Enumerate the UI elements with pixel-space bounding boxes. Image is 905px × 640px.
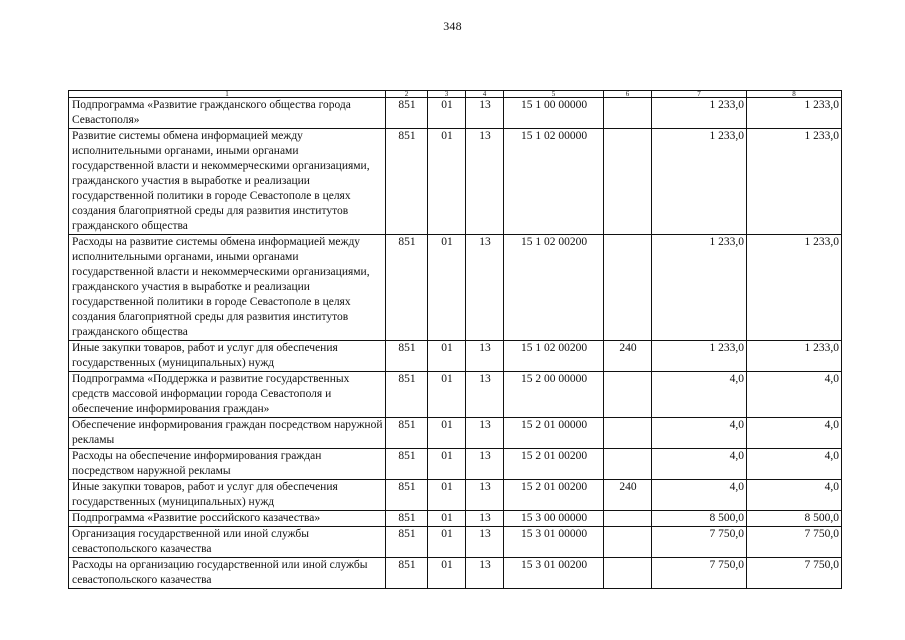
amount-year1-cell: 8 500,0 — [652, 511, 747, 527]
section-code-cell: 01 — [428, 418, 466, 449]
ministry-code-cell: 851 — [386, 449, 428, 480]
target-article-cell: 15 2 01 00000 — [504, 418, 604, 449]
expense-type-cell — [604, 527, 652, 558]
section-code-cell: 01 — [428, 98, 466, 129]
column-number: 2 — [386, 91, 428, 98]
section-code-cell: 01 — [428, 558, 466, 589]
expense-type-cell — [604, 418, 652, 449]
table-row — [69, 235, 842, 341]
target-article-cell: 15 3 00 00000 — [504, 511, 604, 527]
section-code-cell: 01 — [428, 372, 466, 418]
subsection-code-cell: 13 — [466, 235, 504, 341]
target-article-cell: 15 2 01 00200 — [504, 480, 604, 511]
ministry-code-cell: 851 — [386, 527, 428, 558]
amount-year1-cell: 1 233,0 — [652, 98, 747, 129]
table-row — [69, 418, 842, 449]
table-row — [69, 372, 842, 418]
amount-year1-cell: 1 233,0 — [652, 129, 747, 235]
section-code-cell: 01 — [428, 527, 466, 558]
expense-name-cell: Подпрограмма «Развитие гражданского общества города Севастополя» — [69, 98, 386, 129]
expense-type-cell — [604, 98, 652, 129]
table-row — [69, 511, 842, 527]
ministry-code-cell: 851 — [386, 372, 428, 418]
column-number: 5 — [504, 91, 604, 98]
amount-year1-cell: 7 750,0 — [652, 558, 747, 589]
page-number: 348 — [443, 19, 462, 33]
amount-year1-cell: 1 233,0 — [652, 341, 747, 372]
ministry-code-cell: 851 — [386, 558, 428, 589]
table-row — [69, 98, 842, 129]
column-number: 8 — [747, 91, 842, 98]
expense-name-cell: Расходы на обеспечение информирования граждан посредством наружной рекламы — [69, 449, 386, 480]
target-article-cell: 15 1 02 00000 — [504, 129, 604, 235]
expense-name-cell: Иные закупки товаров, работ и услуг для обеспечения государственных (муниципальных) нужд — [69, 480, 386, 511]
amount-year2-cell: 1 233,0 — [747, 98, 842, 129]
target-article-cell: 15 3 01 00000 — [504, 527, 604, 558]
subsection-code-cell: 13 — [466, 372, 504, 418]
table-row — [69, 129, 842, 235]
ministry-code-cell: 851 — [386, 341, 428, 372]
ministry-code-cell: 851 — [386, 480, 428, 511]
target-article-cell: 15 2 01 00200 — [504, 449, 604, 480]
expense-name-cell: Расходы на развитие системы обмена информацией между исполнительными органами, иными органами государственной власти и некоммерческими организациями, гражданского участия в выработке и реализации государственной политики в городе Севастополе в целях создания благоприятной среды для развития институтов гражданского общества — [69, 235, 386, 341]
table-row — [69, 527, 842, 558]
expense-type-cell — [604, 558, 652, 589]
expense-type-cell — [604, 449, 652, 480]
expense-type-cell — [604, 129, 652, 235]
section-code-cell: 01 — [428, 235, 466, 341]
section-code-cell: 01 — [428, 129, 466, 235]
amount-year2-cell: 4,0 — [747, 449, 842, 480]
ministry-code-cell: 851 — [386, 418, 428, 449]
column-number: 4 — [466, 91, 504, 98]
subsection-code-cell: 13 — [466, 341, 504, 372]
subsection-code-cell: 13 — [466, 527, 504, 558]
column-number: 3 — [428, 91, 466, 98]
expense-name-cell: Обеспечение информирования граждан посредством наружной рекламы — [69, 418, 386, 449]
subsection-code-cell: 13 — [466, 558, 504, 589]
target-article-cell: 15 2 00 00000 — [504, 372, 604, 418]
section-code-cell: 01 — [428, 449, 466, 480]
column-number: 7 — [652, 91, 747, 98]
expense-name-cell: Подпрограмма «Поддержка и развитие государственных средств массовой информации города Севастополя и обеспечение информирования граждан» — [69, 372, 386, 418]
amount-year1-cell: 4,0 — [652, 418, 747, 449]
target-article-cell: 15 1 00 00000 — [504, 98, 604, 129]
amount-year1-cell: 1 233,0 — [652, 235, 747, 341]
column-number: 1 — [69, 91, 386, 98]
ministry-code-cell: 851 — [386, 98, 428, 129]
expense-type-cell — [604, 235, 652, 341]
subsection-code-cell: 13 — [466, 418, 504, 449]
table-row — [69, 558, 842, 589]
subsection-code-cell: 13 — [466, 98, 504, 129]
subsection-code-cell: 13 — [466, 449, 504, 480]
amount-year1-cell: 7 750,0 — [652, 527, 747, 558]
ministry-code-cell: 851 — [386, 129, 428, 235]
expense-name-cell: Развитие системы обмена информацией между исполнительными органами, иными органами государственной власти и некоммерческими организациями, гражданского участия в выработке и реализации государственной политики в городе Севастополе в целях создания благоприятной среды для развития институтов гражданского общества — [69, 129, 386, 235]
amount-year1-cell: 4,0 — [652, 449, 747, 480]
table-row — [69, 341, 842, 372]
amount-year2-cell: 4,0 — [747, 480, 842, 511]
amount-year2-cell: 7 750,0 — [747, 527, 842, 558]
expense-type-cell: 240 — [604, 480, 652, 511]
expense-name-cell: Организация государственной или иной службы севастопольского казачества — [69, 527, 386, 558]
expense-type-cell — [604, 372, 652, 418]
target-article-cell: 15 1 02 00200 — [504, 235, 604, 341]
table-row — [69, 449, 842, 480]
ministry-code-cell: 851 — [386, 511, 428, 527]
amount-year2-cell: 7 750,0 — [747, 558, 842, 589]
expense-name-cell: Иные закупки товаров, работ и услуг для обеспечения государственных (муниципальных) нужд — [69, 341, 386, 372]
amount-year2-cell: 4,0 — [747, 418, 842, 449]
column-number-row — [69, 91, 842, 98]
section-code-cell: 01 — [428, 511, 466, 527]
budget-table — [68, 90, 842, 589]
column-number: 6 — [604, 91, 652, 98]
section-code-cell: 01 — [428, 480, 466, 511]
amount-year2-cell: 4,0 — [747, 372, 842, 418]
target-article-cell: 15 1 02 00200 — [504, 341, 604, 372]
ministry-code-cell: 851 — [386, 235, 428, 341]
expense-name-cell: Расходы на организацию государственной или иной службы севастопольского казачества — [69, 558, 386, 589]
target-article-cell: 15 3 01 00200 — [504, 558, 604, 589]
amount-year1-cell: 4,0 — [652, 372, 747, 418]
amount-year2-cell: 1 233,0 — [747, 129, 842, 235]
table-row — [69, 480, 842, 511]
subsection-code-cell: 13 — [466, 480, 504, 511]
subsection-code-cell: 13 — [466, 129, 504, 235]
amount-year2-cell: 1 233,0 — [747, 341, 842, 372]
amount-year2-cell: 8 500,0 — [747, 511, 842, 527]
subsection-code-cell: 13 — [466, 511, 504, 527]
section-code-cell: 01 — [428, 341, 466, 372]
expense-type-cell — [604, 511, 652, 527]
expense-type-cell: 240 — [604, 341, 652, 372]
amount-year2-cell: 1 233,0 — [747, 235, 842, 341]
amount-year1-cell: 4,0 — [652, 480, 747, 511]
expense-name-cell: Подпрограмма «Развитие российского казачества» — [69, 511, 386, 527]
table-body — [69, 91, 842, 589]
